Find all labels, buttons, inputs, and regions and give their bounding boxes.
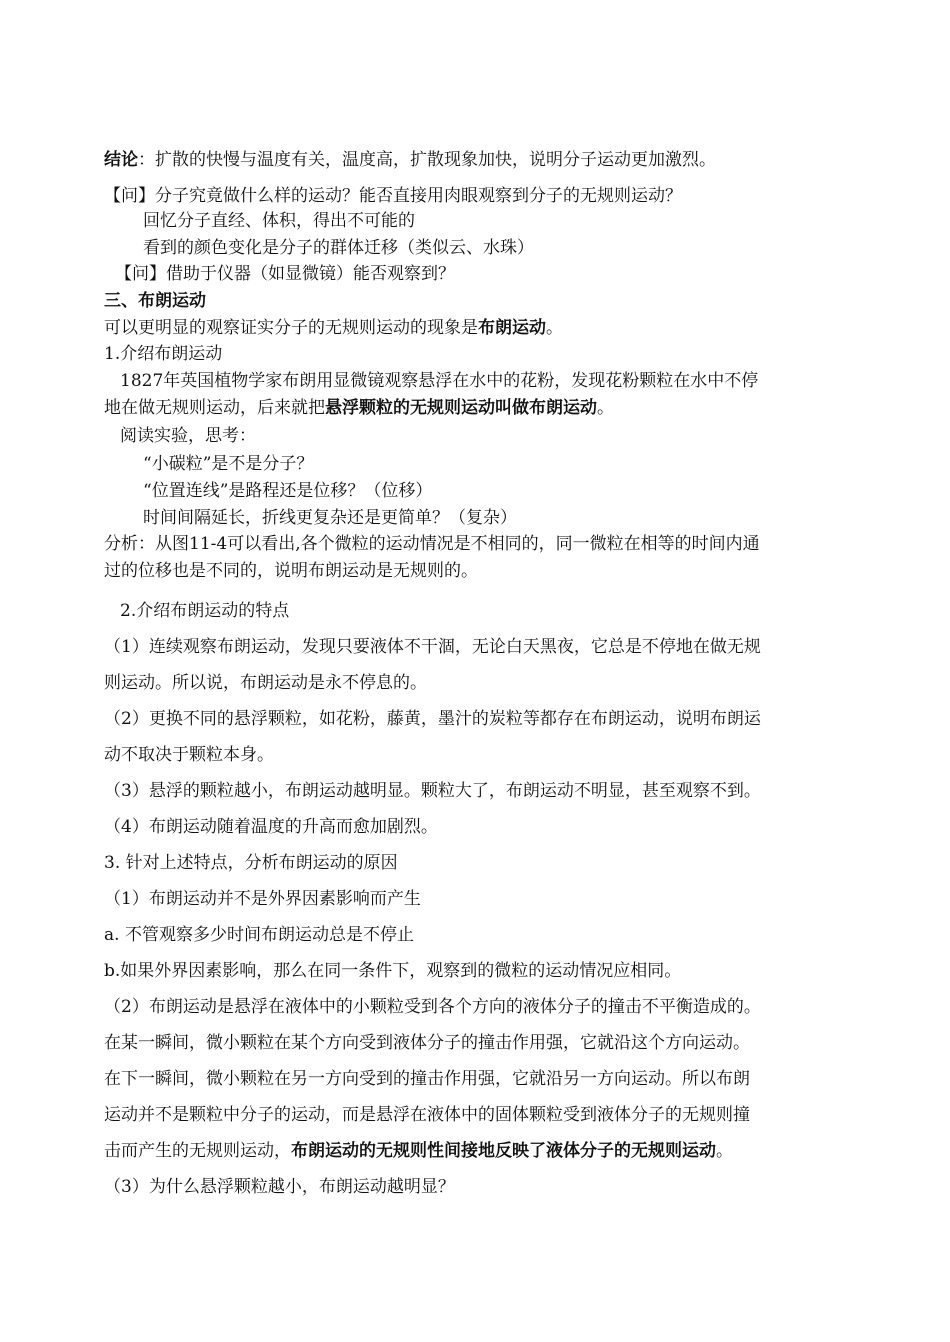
part-2-heading: 2.介绍布朗运动的特点 [120,601,290,621]
cause-2-line-4: 运动并不是颗粒中分子的运动，而是悬浮在液体中的固体颗粒受到液体分子的无规则撞 [104,1105,750,1125]
cause-1-a: a. 不管观察多少时间布朗运动总是不停止 [104,925,414,945]
part-1-paragraph-line-1: 1827年英国植物学家布朗用显微镜观察悬浮在水中的花粉，发现花粉颗粒在水中不停 [120,371,759,391]
question-1: 【问】分子究竟做什么样的运动？能否直接用肉眼观察到分子的无规则运动？ [104,186,682,206]
feature-2-line-2: 动不取决于颗粒本身。 [104,745,274,765]
feature-2-line-1: （2）更换不同的悬浮颗粒，如花粉，藤黄，墨汁的炭粒等都存在布朗运动，说明布朗运 [104,709,761,729]
feature-1-line-1: （1）连续观察布朗运动，发现只要液体不干涸，无论白天黑夜，它总是不停地在做无规 [104,637,761,657]
feature-3: （3）悬浮的颗粒越小，布朗运动越明显。颗粒大了，布朗运动不明显，甚至观察不到。 [104,781,761,801]
cause-1: （1）布朗运动并不是外界因素影响而产生 [104,889,421,909]
section-3-heading: 三、布朗运动 [104,291,206,311]
part-1-paragraph-period: 。 [597,398,614,418]
section-3-intro-period: 。 [546,318,563,338]
cause-2-line-5 [104,1138,733,1164]
section-3-intro-text: 可以更明显的观察证实分子的无规则运动的现象是 [104,318,478,338]
part-1-paragraph-line-2 [104,395,614,421]
part-3-heading: 3. 针对上述特点，分析布朗运动的原因 [104,853,398,873]
cause-2-conclusion: 布朗运动的无规则性间接地反映了液体分子的无规则运动 [291,1141,716,1161]
part-1-question-b: “位置连线”是路程还是位移？（位移） [143,481,433,501]
cause-1-b: b.如果外界因素影响，那么在同一条件下，观察到的微粒的运动情况应相同。 [104,961,682,981]
part-1-question-a: “小碳粒”是不是分子？ [143,454,314,474]
part-1-question-c: 时间间隔延长，折线更复杂还是更简单？（复杂） [143,508,517,528]
question-1-answer-1: 回忆分子直经、体积，得出不可能的 [143,211,415,231]
section-3-intro [104,315,563,341]
cause-2-line-2: 在某一瞬间，微小颗粒在某个方向受到液体分子的撞击作用强，它就沿这个方向运动。 [104,1033,750,1053]
cause-3: （3）为什么悬浮颗粒越小，布朗运动越明显？ [104,1177,455,1197]
feature-4: （4）布朗运动随着温度的升高而愈加剧烈。 [104,817,438,837]
conclusion-paragraph [104,147,716,173]
conclusion-label: 结论 [104,150,138,170]
part-1-definition: 悬浮颗粒的无规则运动叫做布朗运动 [325,398,597,418]
cause-2-period: 。 [716,1141,733,1161]
question-1-answer-2: 看到的颜色变化是分子的群体迁移（类似云、水珠） [143,238,534,258]
part-1-analysis-line-2: 过的位移也是不同的，说明布朗运动是无规则的。 [104,561,478,581]
question-2: 【问】借助于仪器（如显微镜）能否观察到？ [115,264,455,284]
conclusion-text: ：扩散的快慢与温度有关，温度高，扩散现象加快，说明分子运动更加激烈。 [138,150,716,170]
part-1-read-prompt: 阅读实验，思考： [120,426,256,446]
part-1-analysis-line-1: 分析：从图11-4可以看出,各个微粒的运动情况是不相同的，同一微粒在相等的时间内通 [104,534,760,554]
part-1-heading: 1.介绍布朗运动 [104,344,223,364]
section-3-intro-term: 布朗运动 [478,318,546,338]
cause-2-line-1: （2）布朗运动是悬浮在液体中的小颗粒受到各个方向的液体分子的撞击不平衡造成的。 [104,997,761,1017]
cause-2-text: 击而产生的无规则运动， [104,1141,291,1161]
part-1-paragraph-text: 地在做无规则运动，后来就把 [104,398,325,418]
feature-1-line-2: 则运动。所以说，布朗运动是永不停息的。 [104,673,427,693]
cause-2-line-3: 在下一瞬间，微小颗粒在另一方向受到的撞击作用强，它就沿另一方向运动。所以布朗 [104,1069,750,1089]
